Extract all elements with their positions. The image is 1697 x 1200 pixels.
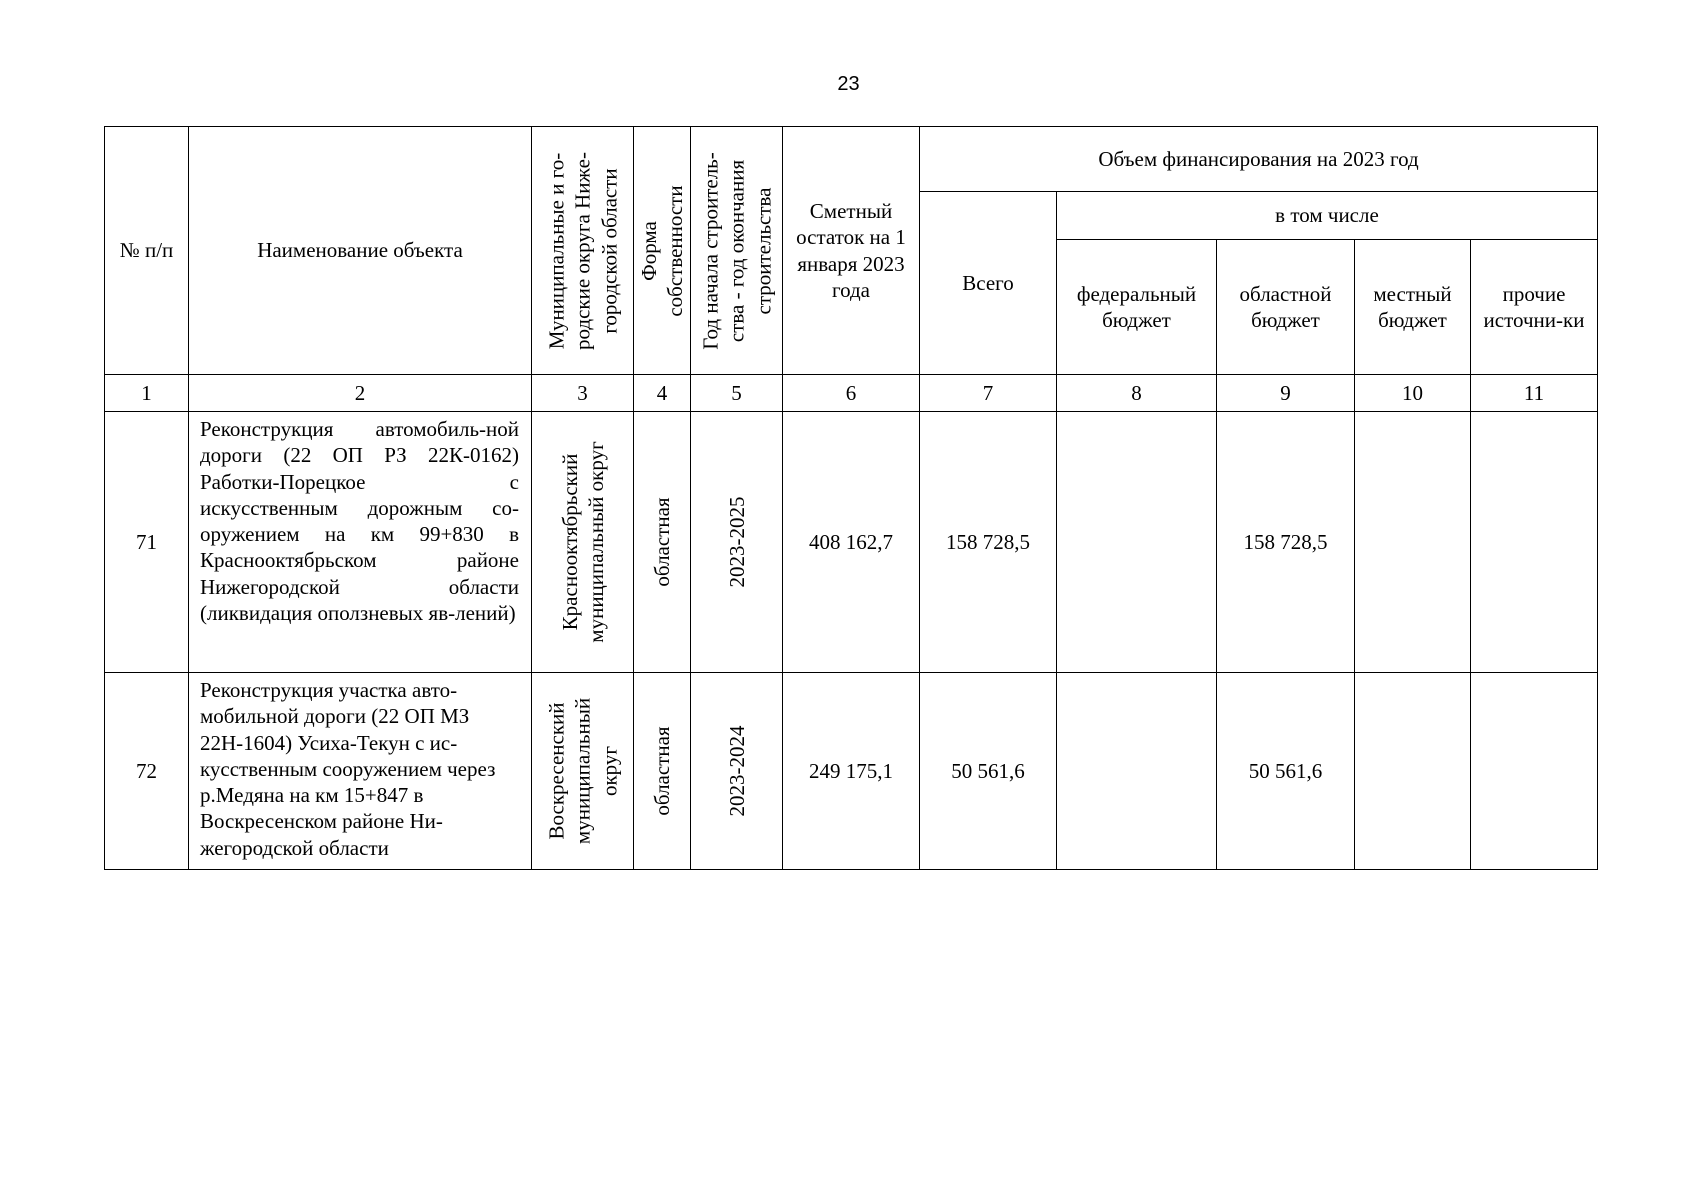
federal-value: [1057, 412, 1217, 673]
district-line: Воскресенский: [544, 702, 569, 840]
column-number: 8: [1057, 375, 1217, 412]
local-value: [1355, 412, 1471, 673]
header-object-name: Наименование объекта: [189, 127, 532, 375]
header-other: прочие источни-ки: [1471, 240, 1598, 375]
column-number-row: [105, 375, 1598, 412]
header-district: [532, 127, 634, 375]
header-years: [691, 127, 783, 375]
table-row: [105, 673, 1598, 870]
years-cell: [691, 412, 783, 673]
page-number: 23: [837, 73, 860, 95]
years-value: 2023-2025: [724, 496, 749, 588]
column-number: 6: [783, 375, 920, 412]
ownership-value: областная: [649, 726, 674, 816]
column-number: 4: [634, 375, 691, 412]
row-number: 72: [105, 673, 189, 870]
district-line: муниципальный округ: [583, 441, 608, 643]
regional-value: 158 728,5: [1217, 412, 1355, 673]
total-value: 50 561,6: [920, 673, 1057, 870]
district-cell: [532, 412, 634, 673]
header-district-line: Муниципальные и го-: [544, 152, 569, 349]
table-row: [105, 412, 1598, 673]
header-ownership-line: собственности: [663, 184, 687, 317]
column-number: 7: [920, 375, 1057, 412]
header-local: местный бюджет: [1355, 240, 1471, 375]
header-financing-group: Объем финансирования на 2023 год: [920, 127, 1598, 192]
column-number: 11: [1471, 375, 1598, 412]
ownership-cell: [634, 673, 691, 870]
balance-value: 249 175,1: [783, 673, 920, 870]
header-ownership-line: Форма: [636, 220, 661, 281]
header-years-line: Год начала строитель-: [698, 151, 723, 350]
district-line: муниципальный: [570, 697, 595, 845]
header-including: в том числе: [1057, 192, 1598, 240]
federal-value: [1057, 673, 1217, 870]
column-number: 3: [532, 375, 634, 412]
header-federal: федеральный бюджет: [1057, 240, 1217, 375]
object-name: Реконструкция участка авто-мобильной дороги (22 ОП МЗ 22Н-1604) Усиха-Текун с ис-кусственным сооружением через р.Медяна на км 15+847 в Воскресенском районе Ни-жегородской области: [189, 673, 532, 870]
balance-value: 408 162,7: [783, 412, 920, 673]
other-value: [1471, 673, 1598, 870]
column-number: 1: [105, 375, 189, 412]
years-cell: [691, 673, 783, 870]
years-value: 2023-2024: [724, 725, 749, 817]
header-row-number: № п/п: [105, 127, 189, 375]
header-ownership: [634, 127, 691, 375]
row-number: 71: [105, 412, 189, 673]
other-value: [1471, 412, 1598, 673]
column-number: 2: [189, 375, 532, 412]
local-value: [1355, 673, 1471, 870]
column-number: 5: [691, 375, 783, 412]
header-regional: областной бюджет: [1217, 240, 1355, 375]
object-name: Реконструкция автомобиль-ной дороги (22 ОП РЗ 22К-0162) Работки-Порецкое с искусственным дорожным со-оружением на км 99+830 в Краснооктябрьском районе Нижегородской области (ликвидация оползневых яв-лений): [189, 412, 532, 673]
header-years-line: ства - год окончания: [724, 159, 749, 342]
column-number: 10: [1355, 375, 1471, 412]
district-line: округ: [596, 745, 621, 797]
header-district-line: родские округа Ниже-: [570, 151, 595, 350]
ownership-cell: [634, 412, 691, 673]
financing-table: [104, 126, 1598, 870]
header-row-1: [105, 127, 1598, 192]
district-line: Краснооктябрьский: [557, 453, 582, 631]
ownership-value: областная: [649, 497, 674, 587]
district-cell: [532, 673, 634, 870]
regional-value: 50 561,6: [1217, 673, 1355, 870]
header-total: Всего: [920, 192, 1057, 375]
column-number: 9: [1217, 375, 1355, 412]
total-value: 158 728,5: [920, 412, 1057, 673]
header-years-line: строительства: [750, 186, 775, 315]
header-balance: Сметный остаток на 1 января 2023 года: [783, 127, 920, 375]
header-district-line: городской области: [596, 167, 621, 334]
